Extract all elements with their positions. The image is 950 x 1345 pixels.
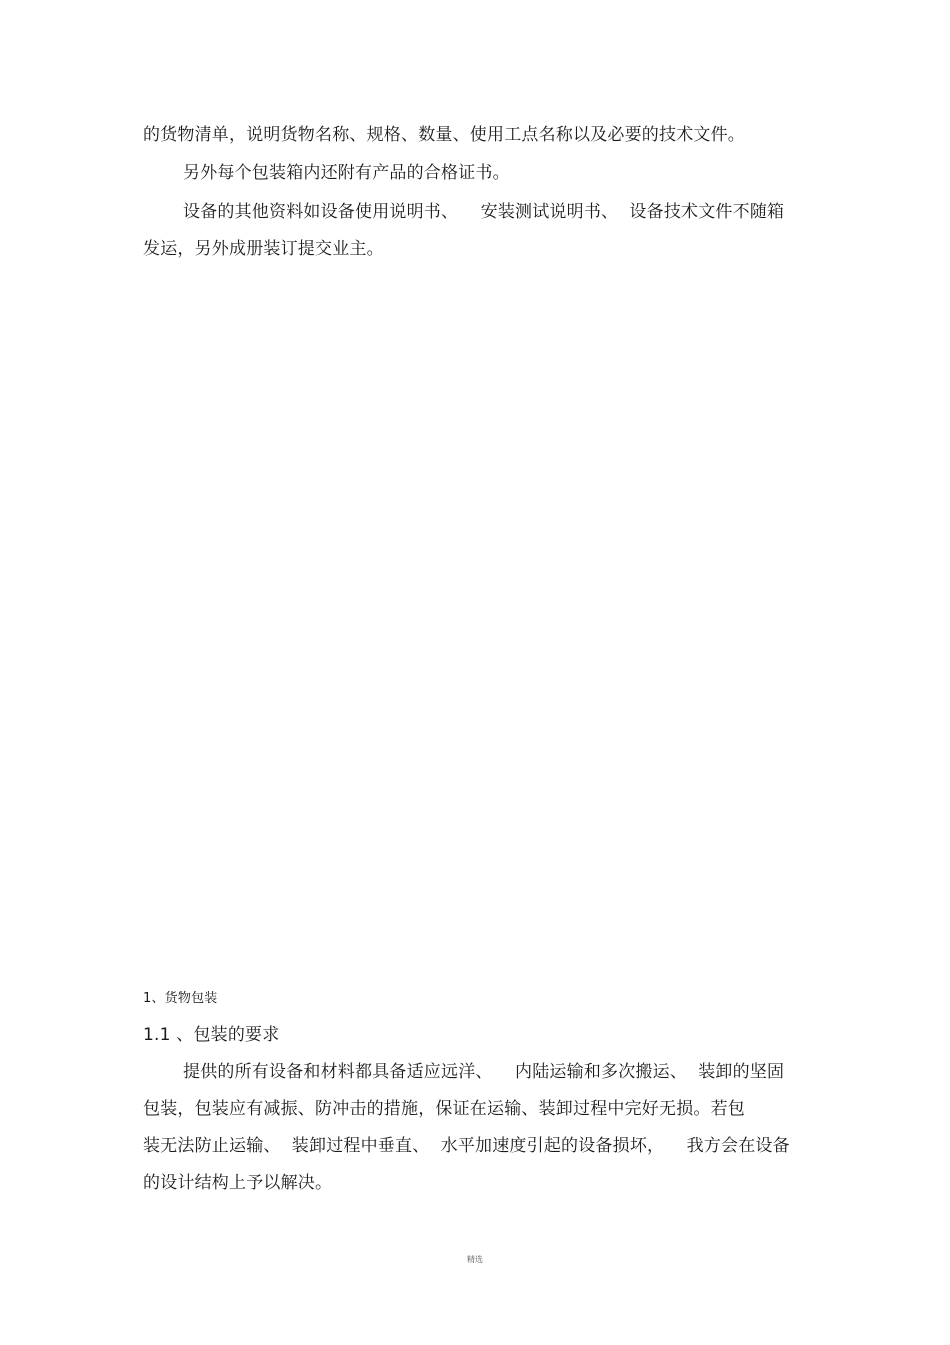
section-heading: 1、货物包装 <box>143 991 218 1006</box>
paragraph-line: 设备的其他资料如设备使用说明书、 安装测试说明书、 设备技术文件不随箱 <box>183 202 785 222</box>
paragraph-line: 包装，包装应有减振、防冲击的措施，保证在运输、装卸过程中完好无损。若包 <box>143 1099 745 1119</box>
paragraph-line: 提供的所有设备和材料都具备适应远洋、 内陆运输和多次搬运、 装卸的坚固 <box>183 1062 785 1082</box>
paragraph-line: 装无法防止运输、 装卸过程中垂直、 水平加速度引起的设备损坏， 我方会在设备 <box>143 1136 790 1156</box>
paragraph-line: 另外每个包装箱内还附有产品的合格证书。 <box>183 163 510 183</box>
page-footer: 精选 <box>467 1255 483 1264</box>
paragraph-line: 的货物清单，说明货物名称、规格、数量、使用工点名称以及必要的技术文件。 <box>143 125 745 145</box>
paragraph-line: 的设计结构上予以解决。 <box>143 1173 333 1193</box>
paragraph-line: 发运，另外成册装订提交业主。 <box>143 239 384 259</box>
subsection-heading: 1.1 、包装的要求 <box>143 1025 280 1045</box>
